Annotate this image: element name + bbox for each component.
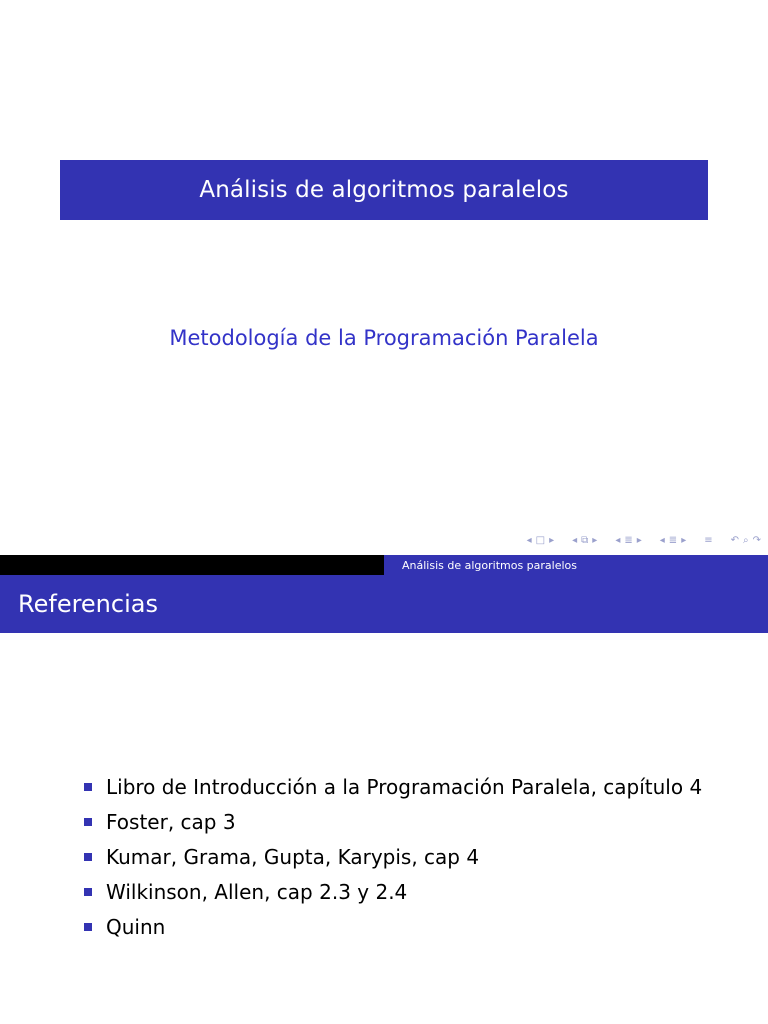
list-item <box>84 804 702 839</box>
nav-back-icon[interactable]: ↶ <box>730 535 739 546</box>
nav-prev-part-icon[interactable]: ◂ <box>659 535 665 546</box>
reference-text: Kumar, Grama, Gupta, Karypis, cap 4 <box>106 844 480 869</box>
nav-next-subsection-icon[interactable]: ▸ <box>592 535 598 546</box>
headline-right-section <box>384 555 768 575</box>
nav-part-icon[interactable]: ≣ <box>668 535 678 546</box>
reference-text: Libro de Introducción a la Programación Paralela, capítulo 4 <box>106 774 703 799</box>
bullet-square-icon <box>84 853 92 861</box>
list-item <box>84 839 702 874</box>
presentation-title: Análisis de algoritmos paralelos <box>199 177 569 203</box>
list-item <box>84 909 702 944</box>
reference-text: Wilkinson, Allen, cap 2.3 y 2.4 <box>106 879 408 904</box>
reference-text: Foster, cap 3 <box>106 809 236 834</box>
headline-left-section <box>0 555 384 575</box>
list-item <box>84 769 702 804</box>
nav-forward-icon[interactable]: ↷ <box>752 535 761 546</box>
presentation-subtitle: Metodología de la Programación Paralela <box>169 326 599 350</box>
reference-text: Quinn <box>106 914 166 939</box>
nav-align-icon[interactable]: ≡ <box>704 535 713 546</box>
references-list <box>84 769 702 944</box>
frame-title: Referencias <box>18 590 158 618</box>
bullet-square-icon <box>84 818 92 826</box>
beamer-navigation-bar <box>526 535 762 546</box>
headline-bar <box>0 555 768 575</box>
presentation-title-box <box>60 160 708 220</box>
nav-prev-subsection-icon[interactable]: ◂ <box>572 535 578 546</box>
list-item <box>84 874 702 909</box>
nav-next-part-icon[interactable]: ▸ <box>681 535 687 546</box>
nav-search-icon[interactable]: ⌕ <box>743 535 749 546</box>
headline-title: Análisis de algoritmos paralelos <box>402 558 578 572</box>
nav-next-section-icon[interactable]: ▸ <box>636 535 642 546</box>
frame-title-bar <box>0 575 768 633</box>
nav-next-slide-icon[interactable]: ▸ <box>549 535 555 546</box>
nav-prev-slide-icon[interactable]: ◂ <box>526 535 532 546</box>
nav-prev-section-icon[interactable]: ◂ <box>615 535 621 546</box>
nav-subsection-icon[interactable]: ⧉ <box>581 535 589 546</box>
bullet-square-icon <box>84 888 92 896</box>
references-slide <box>0 555 768 1024</box>
bullet-square-icon <box>84 783 92 791</box>
bullet-square-icon <box>84 923 92 931</box>
nav-frame-icon[interactable]: □ <box>535 535 546 546</box>
nav-section-icon[interactable]: ≣ <box>624 535 633 546</box>
